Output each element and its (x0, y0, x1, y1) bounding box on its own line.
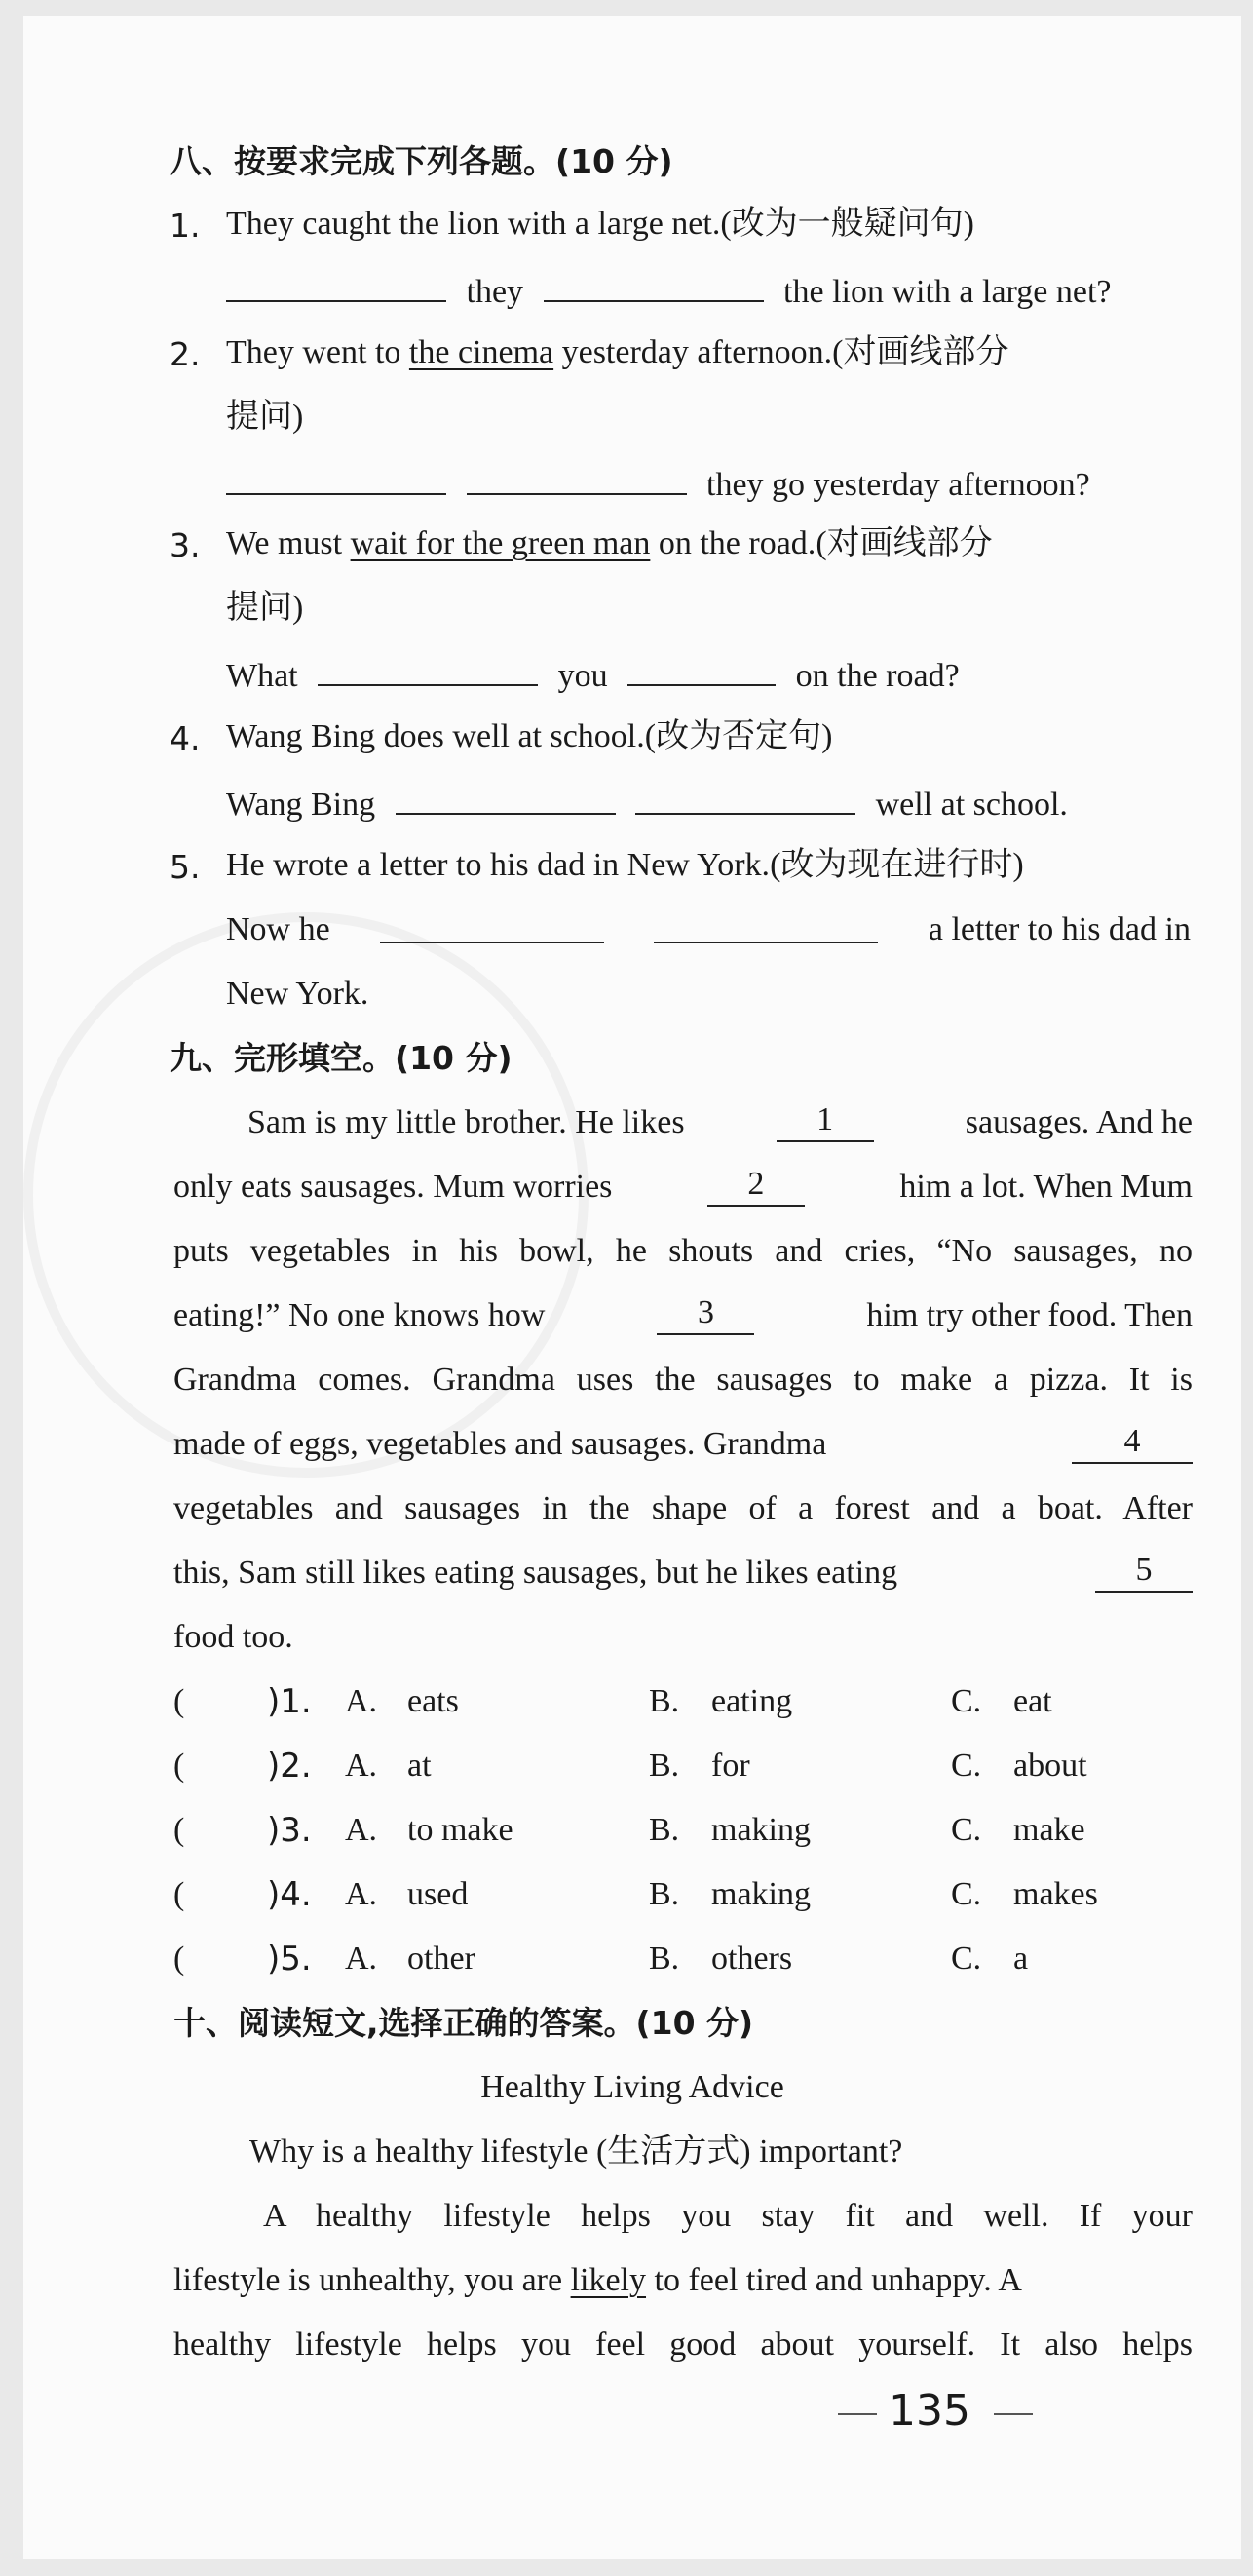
worksheet-page (23, 16, 1241, 2559)
passage-line-6 (173, 1425, 1193, 1464)
q2-tail: they go yesterday afternoon? (706, 467, 1090, 503)
q1-word-they: they (466, 274, 524, 310)
q4-blank-1[interactable] (396, 782, 616, 815)
q2-text-pre: They went to (226, 334, 409, 370)
q3-instruction: (对画线部分 (816, 525, 993, 561)
passage-text: this, Sam still likes eating sausages, but he likes eating (173, 1555, 898, 1591)
q3-tail: on the road? (795, 658, 960, 694)
article-heading: Healthy Living Advice (480, 2069, 784, 2105)
q2-instruction: (对画线部分 (832, 334, 1009, 370)
q5-text: He wrote a letter to his dad in New York. (226, 847, 771, 883)
q5-instruction: (改为现在进行时) (770, 847, 1024, 883)
q5-answer-cont: New York. (226, 976, 369, 1012)
gap-5[interactable]: 5 (1095, 1554, 1193, 1593)
q2-number: 2. (170, 335, 201, 373)
option-b-label: B. (649, 1748, 680, 1784)
option-a[interactable]: eats (407, 1683, 459, 1719)
q3-blank-1[interactable] (318, 653, 538, 686)
q1-sentence (226, 205, 974, 244)
article-text: lifestyle is unhealthy, you are (173, 2262, 571, 2298)
q4-blank-2[interactable] (635, 782, 855, 815)
q3-answer-line (226, 653, 960, 696)
section-10-title: 十、阅读短文,选择正确的答案。(10 分) (173, 2004, 754, 2042)
option-b[interactable]: making (711, 1812, 811, 1848)
q1-text: They caught the lion with a large net. (226, 206, 721, 242)
option-number: )2. (267, 1747, 312, 1786)
option-c-label: C. (951, 1812, 982, 1848)
q4-sentence (226, 717, 832, 756)
gap-1[interactable]: 1 (777, 1103, 874, 1142)
q5-blank-1[interactable] (380, 910, 604, 943)
q3-text-pre: We must (226, 525, 351, 561)
q4-answer-line (226, 782, 1068, 825)
article-text: to feel tired and unhappy. A (646, 2262, 1022, 2298)
q2-underlined: the cinema (408, 334, 554, 370)
page-number-dash-left (838, 2413, 877, 2415)
option-c-label: C. (951, 1941, 982, 1977)
option-a-label: A. (345, 1941, 378, 1977)
q1-blank-2[interactable] (544, 269, 764, 302)
passage-line-7: vegetables and sausages in the shape of a forest and a boat. After (173, 1490, 1193, 1526)
option-a[interactable]: used (407, 1876, 469, 1912)
q1-blank-1[interactable] (226, 269, 446, 302)
option-a[interactable]: to make (407, 1812, 513, 1848)
q5-blank-2[interactable] (654, 910, 878, 943)
option-row (23, 1682, 1241, 1721)
section-9-title: 九、完形填空。(10 分) (170, 1039, 513, 1077)
answer-paren[interactable]: ( (173, 1683, 185, 1719)
option-a-label: A. (345, 1683, 378, 1719)
page-number-dash-right (994, 2413, 1033, 2415)
q4-instruction: (改为否定句) (644, 718, 833, 754)
passage-line-2 (173, 1168, 1193, 1207)
q2-instruction-cont: 提问) (226, 399, 304, 435)
option-c[interactable]: makes (1013, 1876, 1098, 1912)
q1-instruction: (改为一般疑问句) (720, 206, 974, 242)
option-c-label: C. (951, 1748, 982, 1784)
q5-number: 5. (170, 848, 201, 886)
q3-word-what: What (226, 658, 298, 694)
gap-3[interactable]: 3 (657, 1296, 754, 1335)
passage-line-8 (173, 1554, 1193, 1593)
passage-line-4 (173, 1296, 1193, 1335)
option-number: )1. (267, 1682, 312, 1721)
article-line-2 (173, 2261, 1193, 2300)
passage-line-5: Grandma comes. Grandma uses the sausages to make a pizza. It is (173, 1362, 1193, 1398)
q2-answer-line (226, 462, 1090, 505)
option-b-label: B. (649, 1812, 680, 1848)
passage-text: eating!” No one knows how (173, 1297, 546, 1333)
q4-tail: well at school. (875, 787, 1068, 823)
option-c[interactable]: a (1013, 1941, 1029, 1977)
q4-word-wangbing: Wang Bing (226, 787, 376, 823)
gap-4[interactable]: 4 (1072, 1425, 1193, 1464)
section-8-title: 八、按要求完成下列各题。(10 分) (170, 142, 673, 180)
answer-paren[interactable]: ( (173, 1812, 185, 1848)
option-c-label: C. (951, 1683, 982, 1719)
option-a-label: A. (345, 1876, 378, 1912)
page-number-box (838, 2386, 1033, 2441)
option-number: )5. (267, 1940, 312, 1979)
option-c[interactable]: make (1013, 1812, 1085, 1848)
q5-answer-line (226, 910, 1191, 949)
passage-text: made of eggs, vegetables and sausages. Grandma (173, 1426, 827, 1462)
option-a-label: A. (345, 1748, 378, 1784)
page-number: 135 (889, 2386, 970, 2436)
q2-sentence (226, 333, 1008, 372)
passage-text: Sam is my little brother. He likes (247, 1104, 685, 1140)
option-row (23, 1940, 1241, 1979)
option-a-label: A. (345, 1812, 378, 1848)
q5-tail: a letter to his dad in (928, 911, 1191, 947)
option-a[interactable]: other (407, 1941, 475, 1977)
q3-sentence (226, 524, 993, 563)
option-c[interactable]: about (1013, 1748, 1087, 1784)
q3-instruction-cont: 提问) (226, 590, 304, 626)
option-c[interactable]: eat (1013, 1683, 1052, 1719)
gap-2[interactable]: 2 (707, 1168, 805, 1207)
answer-paren[interactable]: ( (173, 1876, 185, 1912)
q5-word-nowhe: Now he (226, 911, 330, 947)
q1-tail: the lion with a large net? (783, 274, 1112, 310)
q1-answer-line (226, 269, 1111, 312)
q2-blank-1[interactable] (226, 462, 446, 495)
passage-text: him a lot. When Mum (899, 1169, 1193, 1205)
option-row (23, 1875, 1241, 1914)
option-b-label: B. (649, 1876, 680, 1912)
q4-number: 4. (170, 719, 201, 757)
q3-underlined: wait for the green man (350, 525, 651, 561)
option-b-label: B. (649, 1683, 680, 1719)
option-b[interactable]: for (711, 1748, 750, 1784)
q1-number: 1. (170, 207, 201, 245)
passage-line-9: food too. (173, 1619, 293, 1655)
option-b[interactable]: making (711, 1876, 811, 1912)
q2-blank-2[interactable] (467, 462, 687, 495)
answer-paren[interactable]: ( (173, 1941, 185, 1977)
option-b[interactable]: eating (711, 1683, 793, 1719)
article-subheading: Why is a healthy lifestyle (生活方式) important? (249, 2134, 903, 2170)
option-c-label: C. (951, 1876, 982, 1912)
passage-text: him try other food. Then (866, 1297, 1193, 1333)
option-row (23, 1811, 1241, 1850)
passage-line-3: puts vegetables in his bowl, he shouts and cries, “No sausages, no (173, 1233, 1193, 1269)
q3-word-you: you (557, 658, 608, 694)
q3-blank-2[interactable] (627, 653, 776, 686)
article-line-1: A healthy lifestyle helps you stay fit and well. If your (263, 2198, 1193, 2234)
option-a[interactable]: at (407, 1748, 432, 1784)
option-number: )4. (267, 1875, 312, 1914)
q3-number: 3. (170, 526, 201, 564)
q4-text: Wang Bing does well at school. (226, 718, 645, 754)
q5-sentence (226, 846, 1024, 885)
article-line-3: healthy lifestyle helps you feel good about yourself. It also helps (173, 2326, 1193, 2363)
article-underlined-word: likely (570, 2262, 647, 2298)
q3-text-post: on the road. (650, 525, 816, 561)
passage-line-1 (247, 1103, 1193, 1142)
option-b[interactable]: others (711, 1941, 793, 1977)
passage-text: sausages. And he (965, 1104, 1193, 1140)
q2-text-post: yesterday afternoon. (553, 334, 833, 370)
option-row (23, 1747, 1241, 1786)
answer-paren[interactable]: ( (173, 1748, 185, 1784)
option-b-label: B. (649, 1941, 680, 1977)
option-number: )3. (267, 1811, 312, 1850)
passage-text: only eats sausages. Mum worries (173, 1169, 613, 1205)
